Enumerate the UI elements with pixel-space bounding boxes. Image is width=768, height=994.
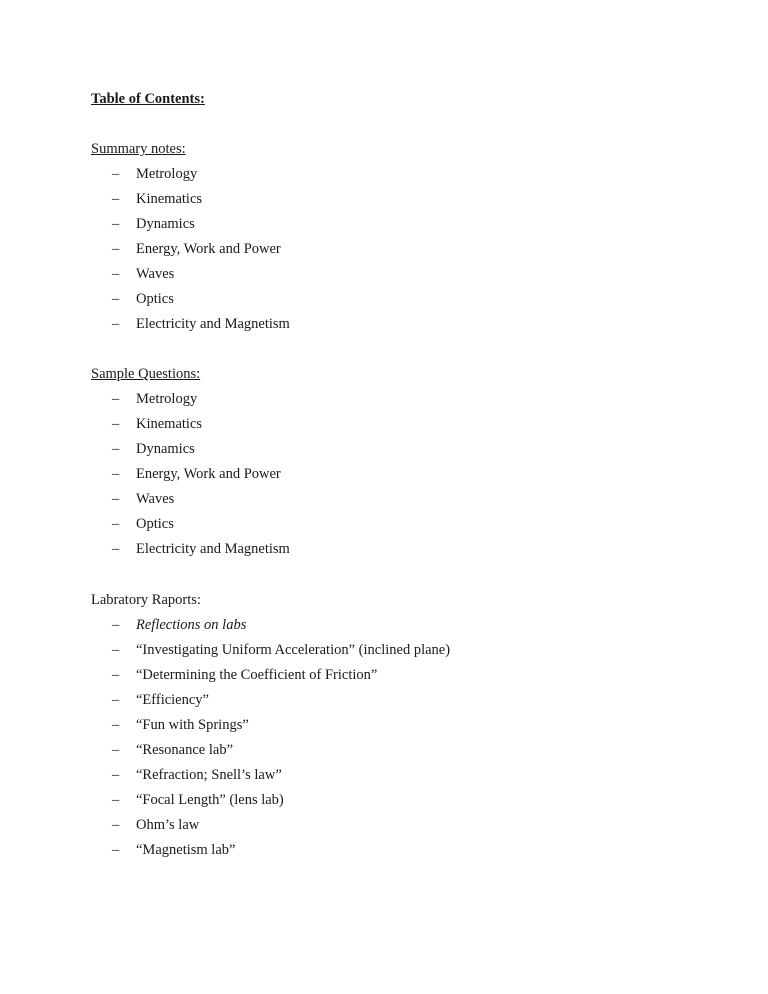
dash-bullet: – (112, 266, 120, 282)
dash-bullet: – (112, 767, 120, 783)
list-item-text: Dynamics (136, 216, 195, 232)
dash-bullet: – (112, 541, 120, 557)
list-item-text: “Determining the Coefficient of Friction” (136, 667, 378, 683)
list-item-text: Metrology (136, 166, 198, 182)
list-item (91, 189, 691, 214)
list-item (91, 790, 691, 815)
list-item (91, 665, 691, 690)
list-item (91, 514, 691, 539)
list-item-text: Energy, Work and Power (136, 466, 281, 482)
section-heading: Sample Questions: (91, 366, 201, 382)
list-item (91, 439, 691, 464)
dash-bullet: – (112, 692, 120, 708)
item-list (91, 164, 691, 339)
list-item (91, 489, 691, 514)
item-list (91, 615, 691, 865)
list-item (91, 264, 691, 289)
list-item-text: Kinematics (136, 191, 203, 207)
list-item-text: Reflections on labs (136, 617, 247, 633)
list-item (91, 715, 691, 740)
dash-bullet: – (112, 166, 120, 182)
list-item (91, 815, 691, 840)
dash-bullet: – (112, 291, 120, 307)
list-item-text: Kinematics (136, 416, 203, 432)
list-item-text: “Focal Length” (lens lab) (136, 792, 284, 808)
list-item-text: “Efficiency” (136, 692, 209, 708)
section-summary-notes (91, 139, 691, 339)
dash-bullet: – (112, 316, 120, 332)
list-item (91, 539, 691, 564)
list-item-text: Optics (136, 291, 174, 307)
list-item-text: Waves (136, 491, 175, 507)
dash-bullet: – (112, 391, 120, 407)
section-heading: Summary notes: (91, 141, 186, 157)
list-item (91, 615, 691, 640)
dash-bullet: – (112, 441, 120, 457)
dash-bullet: – (112, 416, 120, 432)
list-item-text: “Resonance lab” (136, 742, 234, 758)
list-item-text: Dynamics (136, 441, 195, 457)
page-title: Table of Contents: (91, 91, 205, 107)
list-item (91, 289, 691, 314)
dash-bullet: – (112, 667, 120, 683)
list-item-text: “Magnetism lab” (136, 842, 236, 858)
list-item-text: Ohm’s law (136, 817, 200, 833)
list-item (91, 640, 691, 665)
dash-bullet: – (112, 191, 120, 207)
list-item-text: Electricity and Magnetism (136, 316, 290, 332)
list-item (91, 314, 691, 339)
list-item (91, 239, 691, 264)
dash-bullet: – (112, 717, 120, 733)
list-item-text: Waves (136, 266, 175, 282)
dash-bullet: – (112, 241, 120, 257)
list-item-text: Energy, Work and Power (136, 241, 281, 257)
list-item (91, 765, 691, 790)
list-item-text: Electricity and Magnetism (136, 541, 290, 557)
list-item-text: “Investigating Uniform Acceleration” (inclined plane) (136, 642, 451, 658)
list-item (91, 214, 691, 239)
dash-bullet: – (112, 516, 120, 532)
list-item (91, 740, 691, 765)
list-item-text: “Refraction; Snell’s law” (136, 767, 282, 783)
section-heading: Labratory Raports: (91, 592, 201, 608)
dash-bullet: – (112, 642, 120, 658)
list-item (91, 464, 691, 489)
dash-bullet: – (112, 792, 120, 808)
list-item (91, 389, 691, 414)
dash-bullet: – (112, 617, 120, 633)
dash-bullet: – (112, 817, 120, 833)
dash-bullet: – (112, 216, 120, 232)
dash-bullet: – (112, 466, 120, 482)
dash-bullet: – (112, 491, 120, 507)
list-item (91, 164, 691, 189)
dash-bullet: – (112, 742, 120, 758)
list-item-text: Metrology (136, 391, 198, 407)
section-sample-questions (91, 364, 691, 564)
list-item (91, 414, 691, 439)
list-item (91, 840, 691, 865)
dash-bullet: – (112, 842, 120, 858)
item-list (91, 389, 691, 564)
list-item-text: “Fun with Springs” (136, 717, 249, 733)
list-item (91, 690, 691, 715)
section-laboratory-reports (91, 590, 691, 865)
list-item-text: Optics (136, 516, 174, 532)
